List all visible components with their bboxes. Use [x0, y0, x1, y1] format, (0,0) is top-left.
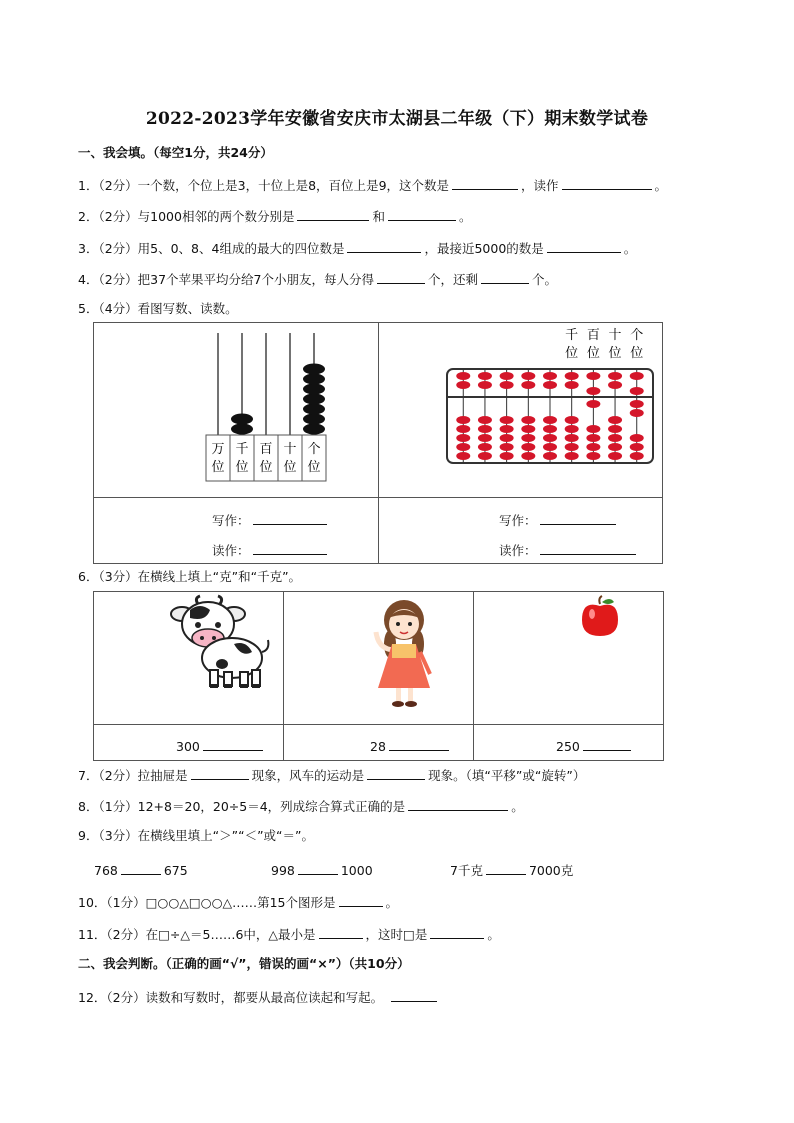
suanpan-place-label: 位 [565, 346, 579, 361]
girl-image [284, 592, 473, 720]
section-1-heading: 一、我会填。（每空1分，共24分） [78, 145, 273, 160]
suanpan-bead [543, 416, 557, 424]
suanpan-bead [586, 425, 600, 433]
suanpan-place-label: 位 [608, 346, 622, 361]
suanpan-place-label: 千 [565, 328, 579, 343]
place-value-label: 位 [235, 460, 249, 475]
suanpan-bead [500, 372, 514, 380]
suanpan-bead [478, 452, 492, 460]
place-value-label: 千 [235, 442, 249, 457]
cow-image [94, 592, 283, 720]
suanpan-place-label: 百 [586, 328, 600, 343]
answer-blank[interactable] [391, 987, 437, 1002]
abacus-figure [94, 323, 378, 493]
read-blank[interactable] [540, 540, 636, 555]
suanpan-bead [608, 425, 622, 433]
suanpan-bead [586, 434, 600, 442]
abacus-bead [303, 374, 325, 385]
apple-image [474, 592, 663, 720]
abacus-bead [231, 414, 253, 425]
section-2-heading: 二、我会判断。（正确的画“√”，错误的画“×”）（共10分） [78, 956, 410, 971]
compare-blank[interactable] [298, 860, 338, 875]
place-value-label: 十 [283, 442, 297, 457]
abacus-bead [303, 384, 325, 395]
suanpan-bead [543, 452, 557, 460]
suanpan-bead [478, 381, 492, 389]
compare-item-2: 998 1000 [271, 860, 373, 880]
suanpan-bead [500, 452, 514, 460]
answer-blank[interactable] [452, 175, 518, 190]
suanpan-bead [565, 425, 579, 433]
answer-blank[interactable] [191, 765, 249, 780]
apple-cell [474, 592, 664, 725]
write-blank[interactable] [253, 510, 327, 525]
abacus-bead [303, 414, 325, 425]
suanpan-bead [543, 443, 557, 451]
suanpan-bead [608, 372, 622, 380]
answer-blank[interactable] [562, 175, 652, 190]
suanpan-figure [379, 323, 662, 493]
suanpan-place-label: 位 [630, 346, 644, 361]
question-11: 11．（2分）在□÷△＝5……6中，△最小是 ，这时□是 。 [78, 924, 500, 944]
unit-blank[interactable] [583, 736, 631, 751]
suanpan-bead [521, 452, 535, 460]
question-9: 9．（3分）在横线里填上“＞”“＜”或“＝”。 [78, 828, 315, 843]
write-blank[interactable] [540, 510, 616, 525]
suanpan-place-label: 十 [608, 328, 622, 343]
suanpan-bead [456, 434, 470, 442]
suanpan-bead [565, 372, 579, 380]
suanpan-bead [565, 452, 579, 460]
abacus-answer-cell: 写作： 读作： [94, 498, 379, 564]
suanpan-bead [565, 434, 579, 442]
answer-blank[interactable] [481, 269, 529, 284]
suanpan-bead [608, 452, 622, 460]
suanpan-bead [456, 425, 470, 433]
suanpan-bead [500, 381, 514, 389]
suanpan-bead [630, 443, 644, 451]
question-7: 7．（2分）拉抽屉是 现象，风车的运动是 现象。（填“平移”或“旋转”） [78, 765, 585, 785]
suanpan-bead [630, 372, 644, 380]
page-title: 2022-2023学年安徽省安庆市太湖县二年级（下）期末数学试卷 [145, 109, 649, 129]
answer-blank[interactable] [339, 892, 383, 907]
abacus-bead [303, 394, 325, 405]
abacus-cell [94, 323, 379, 498]
suanpan-bead [543, 434, 557, 442]
place-value-label: 位 [259, 460, 273, 475]
answer-blank[interactable] [408, 796, 508, 811]
suanpan-bead [456, 372, 470, 380]
read-blank[interactable] [253, 540, 327, 555]
compare-blank[interactable] [121, 860, 161, 875]
suanpan-bead [456, 416, 470, 424]
abacus-bead [303, 424, 325, 435]
suanpan-place-label: 位 [586, 346, 600, 361]
suanpan-bead [630, 400, 644, 408]
question-5: 5．（4分）看图写数、读数。 [78, 301, 238, 316]
answer-blank[interactable] [547, 238, 621, 253]
compare-item-1: 768 675 [94, 860, 188, 880]
suanpan-bead [608, 381, 622, 389]
suanpan-answer-cell: 写作： 读作： [379, 498, 663, 564]
suanpan-cell [379, 323, 663, 498]
unit-blank[interactable] [203, 736, 263, 751]
place-value-label: 个 [307, 442, 321, 457]
place-value-label: 万 [211, 442, 225, 457]
suanpan-bead [478, 443, 492, 451]
girl-answer-cell: 28 [284, 725, 474, 761]
question-2: 2．（2分）与1000相邻的两个数分别是 和 。 [78, 206, 472, 226]
suanpan-bead [456, 443, 470, 451]
suanpan-bead [521, 381, 535, 389]
abacus-bead [231, 424, 253, 435]
place-value-label: 位 [211, 460, 225, 475]
place-value-label: 位 [283, 460, 297, 475]
suanpan-bead [565, 416, 579, 424]
suanpan-bead [543, 425, 557, 433]
place-value-label: 百 [259, 442, 273, 457]
suanpan-bead [521, 434, 535, 442]
suanpan-bead [500, 425, 514, 433]
suanpan-bead [521, 443, 535, 451]
suanpan-bead [500, 416, 514, 424]
suanpan-bead [630, 387, 644, 395]
suanpan-bead [608, 416, 622, 424]
place-value-label: 位 [307, 460, 321, 475]
suanpan-bead [500, 434, 514, 442]
suanpan-bead [630, 434, 644, 442]
compare-blank[interactable] [486, 860, 526, 875]
question-8: 8．（1分）12+8＝20，20÷5＝4，列成综合算式正确的是 。 [78, 796, 524, 816]
apple-answer-cell: 250 [474, 725, 664, 761]
suanpan-bead [521, 416, 535, 424]
question-10: 10．（1分）□○○△□○○△……第15个图形是 。 [78, 892, 398, 912]
suanpan-bead [456, 452, 470, 460]
suanpan-bead [630, 452, 644, 460]
suanpan-bead [608, 434, 622, 442]
abacus-bead [303, 404, 325, 415]
suanpan-bead [586, 387, 600, 395]
compare-item-3: 7千克 7000克 [450, 860, 573, 880]
suanpan-bead [478, 372, 492, 380]
answer-blank[interactable] [319, 924, 363, 939]
answer-blank[interactable] [388, 206, 456, 221]
suanpan-bead [543, 372, 557, 380]
suanpan-bead [608, 443, 622, 451]
answer-blank[interactable] [297, 206, 369, 221]
suanpan-bead [586, 372, 600, 380]
question-6-table [93, 591, 664, 761]
suanpan-bead [565, 443, 579, 451]
cow-answer-cell: 300 [94, 725, 284, 761]
unit-blank[interactable] [389, 736, 449, 751]
question-5-table [93, 322, 663, 564]
girl-cell [284, 592, 474, 725]
suanpan-bead [586, 452, 600, 460]
answer-blank[interactable] [430, 924, 484, 939]
answer-blank[interactable] [347, 238, 421, 253]
suanpan-bead [630, 409, 644, 417]
question-4: 4．（2分）把37个苹果平均分给7个小朋友，每人分得 个，还剩 个。 [78, 269, 557, 289]
question-12: 12．（2分）读数和写数时，都要从最高位读起和写起。 [78, 987, 440, 1007]
suanpan-bead [500, 443, 514, 451]
answer-blank[interactable] [377, 269, 425, 284]
suanpan-bead [521, 372, 535, 380]
suanpan-bead [478, 425, 492, 433]
answer-blank[interactable] [367, 765, 425, 780]
question-1: 1．（2分）一个数，个位上是3，十位上是8，百位上是9，这个数是 ，读作 。 [78, 175, 667, 195]
suanpan-bead [586, 443, 600, 451]
suanpan-bead [543, 381, 557, 389]
suanpan-place-label: 个 [630, 328, 644, 343]
abacus-bead [303, 364, 325, 375]
suanpan-bead [478, 416, 492, 424]
question-6: 6．（3分）在横线上填上“克”和“千克”。 [78, 569, 302, 584]
suanpan-bead [565, 381, 579, 389]
suanpan-bead [456, 381, 470, 389]
suanpan-bead [478, 434, 492, 442]
suanpan-bead [586, 400, 600, 408]
suanpan-bead [521, 425, 535, 433]
question-3: 3．（2分）用5、0、8、4组成的最大的四位数是 ，最接近5000的数是 。 [78, 238, 636, 258]
cow-cell [94, 592, 284, 725]
